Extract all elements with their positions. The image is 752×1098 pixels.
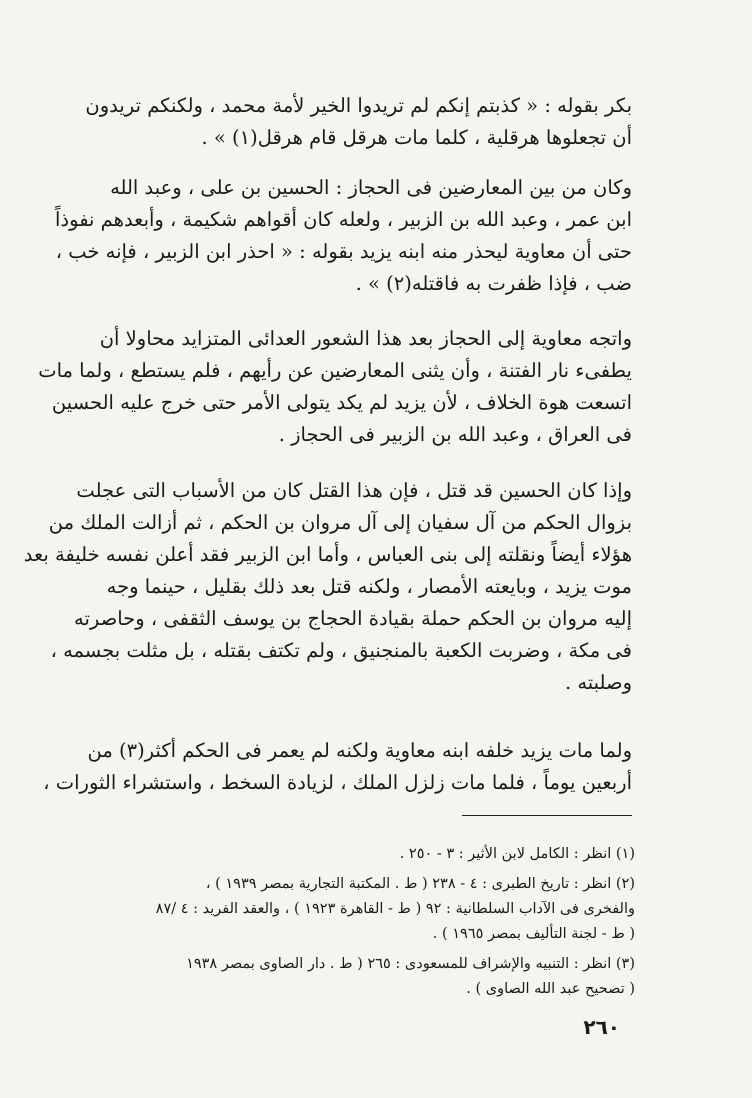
- text-line: بزوال الحكم من آل سفيان إلى آل مروان بن الحكم ، ثم أزالت الملك من: [48, 511, 632, 534]
- text-line: فى مكة ، وضربت الكعبة بالمنجنيق ، ولم تكتف بقتله ، بل مثلت بجسمه ،: [50, 639, 632, 662]
- text-line: هؤلاء أيضاً ونقلته إلى بنى العباس ، وأما ابن الزبير فقد أعلن نفسه خليفة بعد: [23, 543, 632, 566]
- footnote-divider: [462, 815, 632, 816]
- footnote-line: ( تصحيح عبد الله الصاوى ) .: [466, 981, 635, 997]
- text-line: أن تجعلوها هرقلية ، كلما مات هرقل قام هرقل(١) » .: [201, 126, 632, 149]
- footnote-1: [95, 842, 635, 867]
- text-line: اتسعت هوة الخلاف ، لأن يزيد لم يكد يتولى الأمر حتى خرج عليه الحسين: [51, 391, 632, 414]
- text-line: ولما مات يزيد خلفه ابنه معاوية ولكنه لم يعمر فى الحكم أكثر(٣) من: [87, 739, 632, 762]
- footnote-line: ( ط - لجنة التأليف بمصر ١٩٦٥ ) .: [432, 926, 635, 942]
- footnote-2: [95, 872, 635, 947]
- text-line: وكان من بين المعارضين فى الحجاز : الحسين بن على ، وعبد الله: [110, 176, 632, 199]
- paragraph-2: [55, 172, 632, 300]
- paragraph-4: [23, 475, 632, 699]
- page-number: ٢٦٠: [583, 1015, 620, 1039]
- footnote-line: (٢) انظر : تاريخ الطبرى : ٤ - ٢٣٨ ( ط . المكتبة التجارية بمصر ١٩٣٩ ) ،: [205, 876, 635, 892]
- footnote-3: [95, 952, 635, 1002]
- text-line: وإذا كان الحسين قد قتل ، فإن هذا القتل كان من الأسباب التى عجلت: [76, 479, 632, 502]
- footnote-line: (٣) انظر : التنبيه والإشراف للمسعودى : ٢٦٥ ( ط . دار الصاوى بمصر ١٩٣٨: [186, 956, 635, 972]
- paragraph-1: [85, 90, 632, 154]
- text-line: حتى أن معاوية ليحذر منه ابنه يزيد بقوله : « احذر ابن الزبير ، فإنه خب ،: [55, 240, 632, 263]
- text-line: فى العراق ، وعبد الله بن الزبير فى الحجاز .: [278, 423, 632, 446]
- footnote-line: (١) انظر : الكامل لابن الأثير : ٣ - ٢٥٠ .: [399, 846, 635, 862]
- text-line: ابن عمر ، وعبد الله بن الزبير ، ولعله كان أقواهم شكيمة ، وأبعدهم نفوذاً: [55, 208, 632, 231]
- text-line: بكر بقوله : « كذبتم إنكم لم تريدوا الخير لأمة محمد ، ولكنكم تريدون: [85, 94, 632, 117]
- text-line: ضب ، فإذا ظفرت به فاقتله(٢) » .: [355, 272, 632, 295]
- footnote-line: والفخرى فى الآداب السلطانية : ٩٢ ( ط - القاهرة ١٩٢٣ ) ، والعقد الفريد : ٤ /٨٧: [155, 901, 635, 917]
- text-line: يطفىء نار الفتنة ، وأن يثنى المعارضين عن رأيهم ، فلم يستطع ، ولما مات: [38, 359, 632, 382]
- text-line: واتجه معاوية إلى الحجاز بعد هذا الشعور العدائى المتزايد محاولا أن: [99, 327, 632, 350]
- text-line: أربعين يوماً ، فلما مات زلزل الملك ، لزيادة السخط ، واستشراء الثورات ،: [43, 771, 632, 794]
- text-line: وصلبته .: [564, 671, 632, 694]
- text-line: إليه مروان بن الحكم حملة بقيادة الحجاج بن يوسف الثقفى ، وحاصرته: [74, 607, 632, 630]
- paragraph-3: [38, 323, 632, 451]
- paragraph-5: [43, 735, 632, 799]
- text-line: موت يزيد ، وبايعته الأمصار ، ولكنه قتل بعد ذلك بقليل ، حينما وجه: [106, 575, 632, 598]
